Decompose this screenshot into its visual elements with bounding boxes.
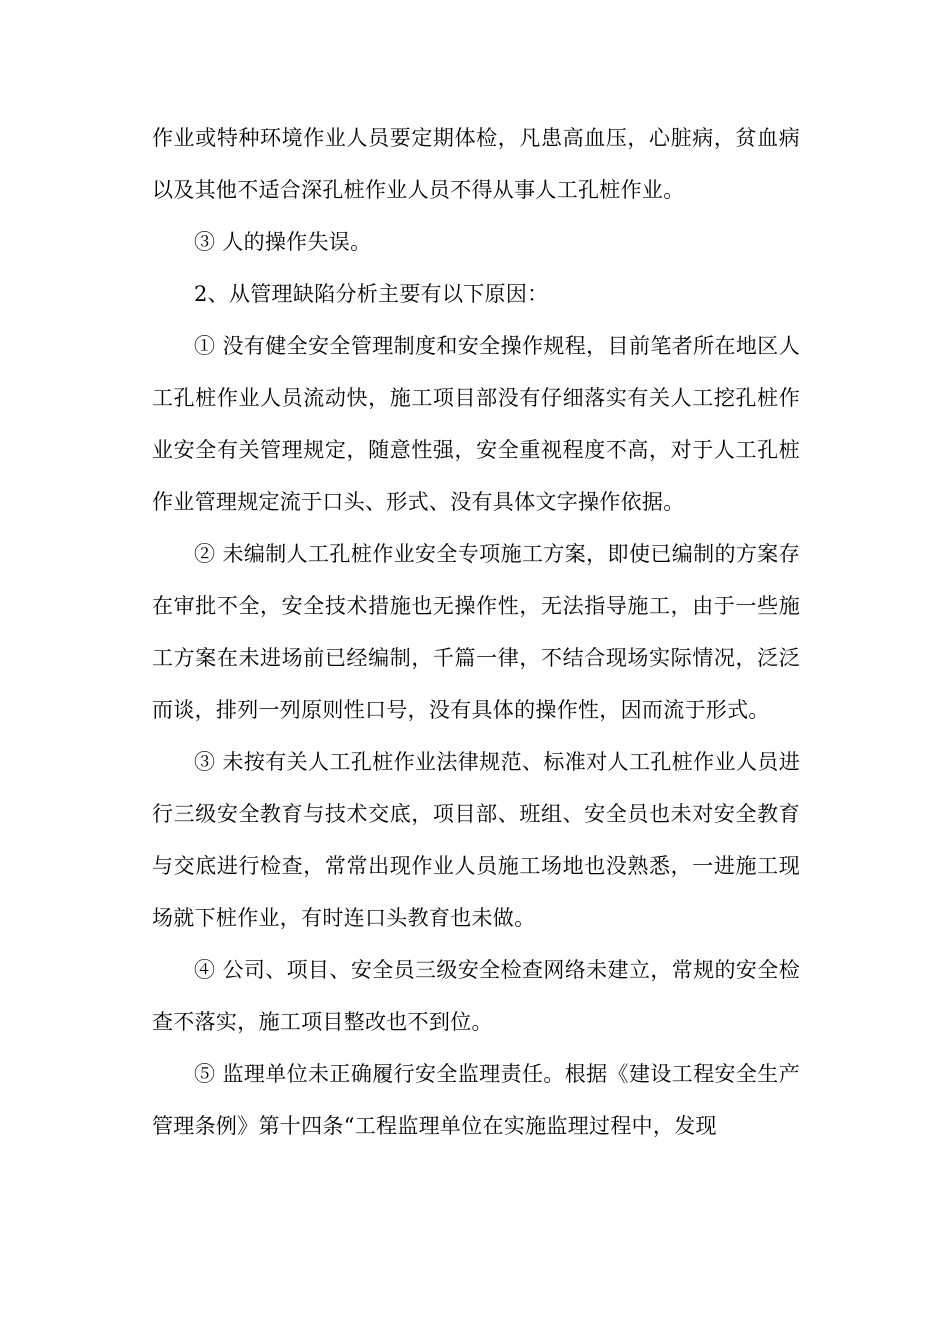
paragraph-item-4-inspection: ④ 公司、项目、安全员三级安全检查网络未建立，常规的安全检查不落实，施工项目整改也不到位。 [152, 958, 800, 1034]
paragraph-section-2-heading: 2、从管理缺陷分析主要有以下原因： [194, 282, 549, 306]
paragraph-item-1-management: ① 没有健全安全管理制度和安全操作规程，目前笔者所在地区人工孔桩作业人员流动快，施工项目部没有仔细落实有关人工挖孔桩作业安全有关管理规定，随意性强，安全重视程度不高，对于人工孔桩作业管理规定流于口头、形式、没有具体文字操作依据。 [152, 334, 800, 514]
document-body [152, 112, 800, 1152]
paragraph-item-3-education: ③ 未按有关人工孔桩作业法律规范、标准对人工孔桩作业人员进行三级安全教育与技术交底，项目部、班组、安全员也未对安全教育与交底进行检查，常常出现作业人员施工场地也没熟悉，一进施工现场就下桩作业，有时连口头教育也未做。 [152, 750, 800, 930]
paragraph-item-5-supervision: ⑤ 监理单位未正确履行安全监理责任。根据《建设工程安全生产管理条例》第十四条“工程监理单位在实施监理过程中，发现 [152, 1062, 800, 1138]
paragraph-item-3-operation-error: ③ 人的操作失误。 [194, 230, 372, 254]
paragraph-item-2-plan: ② 未编制人工孔桩作业安全专项施工方案，即使已编制的方案存在审批不全，安全技术措施也无操作性，无法指导施工，由于一些施工方案在未进场前已经编制，千篇一律，不结合现场实际情况，泛泛而谈，排列一列原则性口号，没有具体的操作性，因而流于形式。 [152, 542, 800, 722]
paragraph-continued: 作业或特种环境作业人员要定期体检，凡患高血压，心脏病，贫血病以及其他不适合深孔桩作业人员不得从事人工孔桩作业。 [152, 126, 800, 202]
